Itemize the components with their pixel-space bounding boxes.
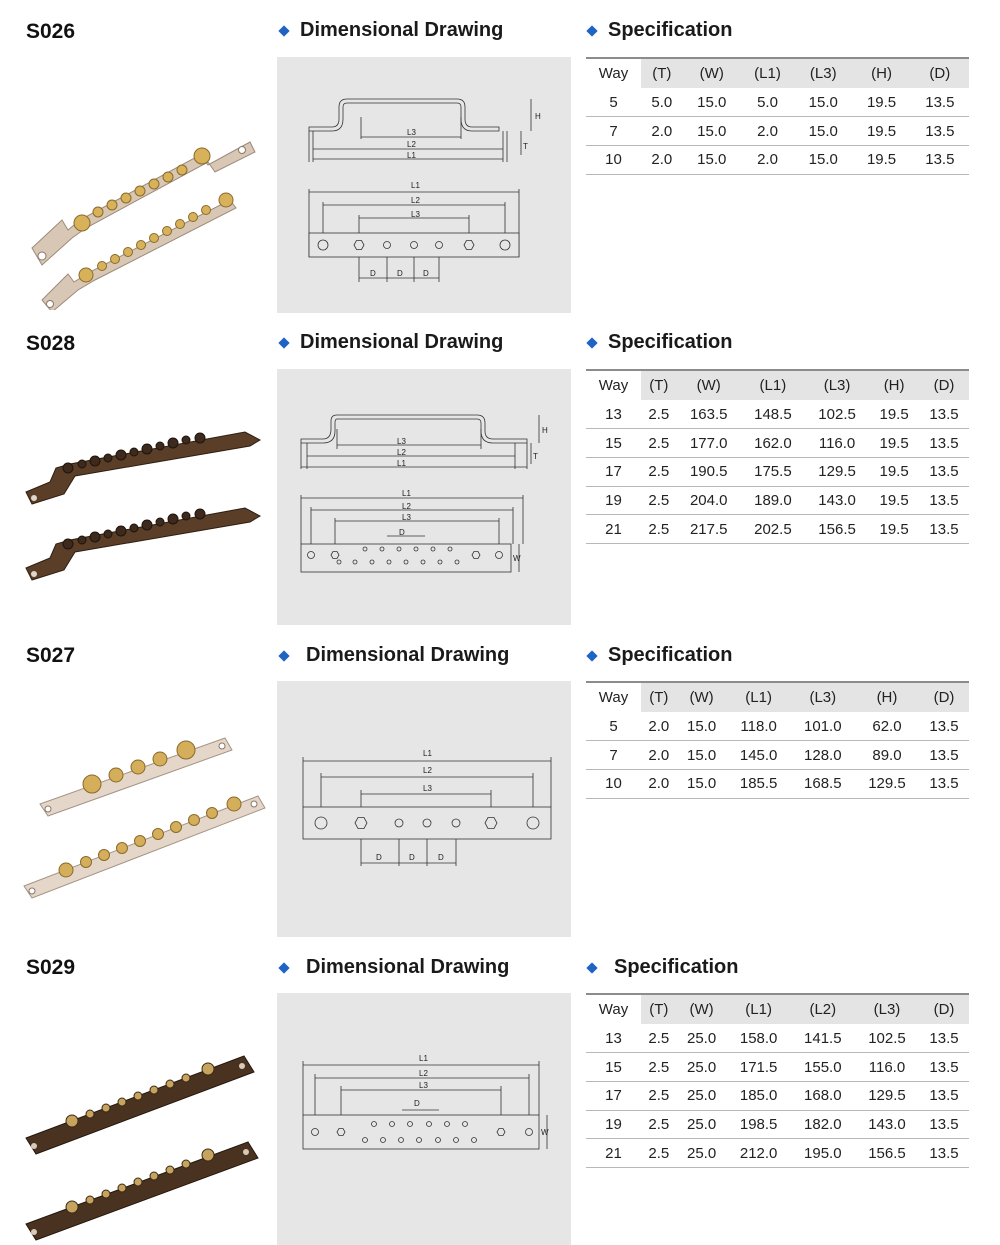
table-row bbox=[586, 1024, 969, 1053]
cell: 198.5 bbox=[727, 1110, 791, 1139]
cell: 118.0 bbox=[727, 712, 791, 741]
diamond-bullet-icon bbox=[278, 650, 289, 661]
cell: 15.0 bbox=[683, 117, 741, 146]
cell: 2.5 bbox=[641, 400, 677, 429]
cell: 143.0 bbox=[855, 1110, 919, 1139]
label-d: D bbox=[414, 1099, 420, 1108]
spec-table bbox=[586, 993, 969, 1168]
dimensional-drawing bbox=[277, 57, 571, 313]
cell: 25.0 bbox=[677, 1053, 727, 1082]
label-t: T bbox=[533, 452, 538, 461]
cell: 10 bbox=[586, 769, 641, 798]
cell: 25.0 bbox=[677, 1139, 727, 1168]
cell: 190.5 bbox=[677, 457, 741, 486]
label-l3: L3 bbox=[407, 128, 416, 137]
spec-heading: Specification bbox=[588, 956, 738, 979]
cell: 2.5 bbox=[641, 1024, 677, 1053]
cell: 21 bbox=[586, 515, 641, 544]
cell: 25.0 bbox=[677, 1024, 727, 1053]
label-l1: L1 bbox=[411, 181, 420, 190]
cell: 13.5 bbox=[911, 88, 969, 117]
table-row bbox=[586, 400, 969, 429]
cell: 15.0 bbox=[794, 88, 852, 117]
cell: 17 bbox=[586, 1081, 641, 1110]
cell: 162.0 bbox=[741, 429, 805, 458]
product-photo bbox=[20, 684, 270, 934]
cell: 15 bbox=[586, 429, 641, 458]
column-header: (D) bbox=[911, 58, 969, 88]
cell: 129.5 bbox=[805, 457, 869, 486]
column-header: (D) bbox=[919, 370, 969, 400]
label-l3: L3 bbox=[423, 784, 432, 793]
label-l3: L3 bbox=[397, 437, 406, 446]
cell: 13 bbox=[586, 400, 641, 429]
cell: 168.0 bbox=[791, 1081, 855, 1110]
cell: 155.0 bbox=[791, 1053, 855, 1082]
column-header: (L1) bbox=[727, 682, 791, 712]
cell: 10 bbox=[586, 145, 641, 174]
product-code: S026 bbox=[26, 20, 76, 43]
product-photo bbox=[20, 996, 270, 1245]
column-header: (H) bbox=[852, 58, 910, 88]
cell: 141.5 bbox=[791, 1024, 855, 1053]
cell: 7 bbox=[586, 117, 641, 146]
cell: 13.5 bbox=[911, 117, 969, 146]
cell: 171.5 bbox=[727, 1053, 791, 1082]
cell: 25.0 bbox=[677, 1110, 727, 1139]
cell: 145.0 bbox=[727, 741, 791, 770]
cell: 2.0 bbox=[641, 741, 677, 770]
table-row bbox=[586, 1110, 969, 1139]
column-header: Way bbox=[586, 994, 641, 1024]
product-code: S029 bbox=[26, 956, 76, 979]
cell: 13.5 bbox=[919, 429, 969, 458]
cell: 182.0 bbox=[791, 1110, 855, 1139]
label-l2: L2 bbox=[402, 502, 411, 511]
cell: 89.0 bbox=[855, 741, 919, 770]
label-l2: L2 bbox=[411, 196, 420, 205]
cell: 19 bbox=[586, 486, 641, 515]
table-row bbox=[586, 515, 969, 544]
cell: 13.5 bbox=[919, 457, 969, 486]
column-header: (L3) bbox=[855, 994, 919, 1024]
label-l1: L1 bbox=[423, 749, 432, 758]
cell: 128.0 bbox=[791, 741, 855, 770]
cell: 13.5 bbox=[919, 741, 969, 770]
label-l2: L2 bbox=[407, 140, 416, 149]
product-photo bbox=[20, 372, 270, 622]
cell: 15.0 bbox=[677, 712, 727, 741]
cell: 2.0 bbox=[641, 145, 683, 174]
cell: 13 bbox=[586, 1024, 641, 1053]
label-l1: L1 bbox=[397, 459, 406, 468]
table-row bbox=[586, 457, 969, 486]
table-row bbox=[586, 145, 969, 174]
cell: 19.5 bbox=[869, 400, 919, 429]
diamond-bullet-icon bbox=[586, 337, 597, 348]
column-header: (D) bbox=[919, 994, 969, 1024]
cell: 17 bbox=[586, 457, 641, 486]
cell: 217.5 bbox=[677, 515, 741, 544]
table-row bbox=[586, 117, 969, 146]
column-header: (W) bbox=[683, 58, 741, 88]
label-w: W bbox=[541, 1128, 549, 1137]
cell: 177.0 bbox=[677, 429, 741, 458]
product-code: S028 bbox=[26, 332, 76, 355]
spec-header-row bbox=[586, 370, 969, 400]
drawing-heading: Dimensional Drawing bbox=[280, 644, 509, 667]
column-header: (L3) bbox=[805, 370, 869, 400]
cell: 19.5 bbox=[869, 515, 919, 544]
label-h: H bbox=[542, 426, 548, 435]
cell: 19.5 bbox=[852, 117, 910, 146]
cell: 5.0 bbox=[741, 88, 794, 117]
spec-heading: Specification bbox=[588, 644, 732, 667]
cell: 202.5 bbox=[741, 515, 805, 544]
column-header: (L3) bbox=[791, 682, 855, 712]
cell: 19.5 bbox=[869, 457, 919, 486]
cell: 195.0 bbox=[791, 1139, 855, 1168]
column-header: (L1) bbox=[741, 370, 805, 400]
cell: 5 bbox=[586, 88, 641, 117]
cell: 13.5 bbox=[919, 486, 969, 515]
column-header: (W) bbox=[677, 370, 741, 400]
cell: 19.5 bbox=[869, 429, 919, 458]
cell: 116.0 bbox=[805, 429, 869, 458]
table-row bbox=[586, 1139, 969, 1168]
drawing-heading: Dimensional Drawing bbox=[280, 331, 503, 354]
column-header: (T) bbox=[641, 58, 683, 88]
spec-table bbox=[586, 369, 969, 544]
section-s026 bbox=[0, 0, 1000, 312]
label-l1: L1 bbox=[407, 151, 416, 160]
cell: 2.5 bbox=[641, 1053, 677, 1082]
cell: 15.0 bbox=[677, 741, 727, 770]
diamond-bullet-icon bbox=[586, 25, 597, 36]
cell: 13.5 bbox=[919, 1139, 969, 1168]
cell: 13.5 bbox=[919, 769, 969, 798]
column-header: (T) bbox=[641, 994, 677, 1024]
cell: 21 bbox=[586, 1139, 641, 1168]
label-d: D bbox=[397, 269, 403, 278]
section-s028 bbox=[0, 312, 1000, 624]
diamond-bullet-icon bbox=[586, 650, 597, 661]
cell: 102.5 bbox=[855, 1024, 919, 1053]
table-row bbox=[586, 1081, 969, 1110]
cell: 13.5 bbox=[919, 1081, 969, 1110]
cell: 158.0 bbox=[727, 1024, 791, 1053]
table-row bbox=[586, 429, 969, 458]
label-l3: L3 bbox=[419, 1081, 428, 1090]
cell: 102.5 bbox=[805, 400, 869, 429]
cell: 62.0 bbox=[855, 712, 919, 741]
cell: 13.5 bbox=[919, 400, 969, 429]
cell: 13.5 bbox=[919, 1053, 969, 1082]
cell: 13.5 bbox=[919, 1110, 969, 1139]
cell: 148.5 bbox=[741, 400, 805, 429]
table-row bbox=[586, 486, 969, 515]
cell: 2.0 bbox=[641, 769, 677, 798]
cell: 7 bbox=[586, 741, 641, 770]
cell: 185.5 bbox=[727, 769, 791, 798]
label-d: D bbox=[376, 853, 382, 862]
label-l2: L2 bbox=[419, 1069, 428, 1078]
diamond-bullet-icon bbox=[278, 25, 289, 36]
spec-table bbox=[586, 681, 969, 799]
cell: 15.0 bbox=[683, 145, 741, 174]
column-header: (L1) bbox=[741, 58, 794, 88]
cell: 15 bbox=[586, 1053, 641, 1082]
cell: 156.5 bbox=[855, 1139, 919, 1168]
column-header: (L3) bbox=[794, 58, 852, 88]
diamond-bullet-icon bbox=[278, 962, 289, 973]
section-s029 bbox=[0, 936, 1000, 1245]
label-l2: L2 bbox=[423, 766, 432, 775]
cell: 2.5 bbox=[641, 486, 677, 515]
cell: 163.5 bbox=[677, 400, 741, 429]
cell: 212.0 bbox=[727, 1139, 791, 1168]
cell: 2.5 bbox=[641, 1139, 677, 1168]
label-h: H bbox=[535, 112, 541, 121]
cell: 13.5 bbox=[919, 1024, 969, 1053]
column-header: Way bbox=[586, 370, 641, 400]
cell: 2.5 bbox=[641, 1110, 677, 1139]
label-l3: L3 bbox=[411, 210, 420, 219]
cell: 19.5 bbox=[869, 486, 919, 515]
cell: 2.0 bbox=[641, 712, 677, 741]
cell: 5 bbox=[586, 712, 641, 741]
cell: 19 bbox=[586, 1110, 641, 1139]
cell: 13.5 bbox=[919, 712, 969, 741]
spec-heading: Specification bbox=[588, 19, 732, 42]
cell: 2.5 bbox=[641, 429, 677, 458]
label-l1: L1 bbox=[419, 1054, 428, 1063]
label-d: D bbox=[409, 853, 415, 862]
cell: 129.5 bbox=[855, 769, 919, 798]
cell: 204.0 bbox=[677, 486, 741, 515]
cell: 5.0 bbox=[641, 88, 683, 117]
spec-table bbox=[586, 57, 969, 175]
spec-heading: Specification bbox=[588, 331, 732, 354]
cell: 129.5 bbox=[855, 1081, 919, 1110]
cell: 25.0 bbox=[677, 1081, 727, 1110]
column-header: (T) bbox=[641, 370, 677, 400]
drawing-heading: Dimensional Drawing bbox=[280, 19, 503, 42]
cell: 15.0 bbox=[794, 117, 852, 146]
cell: 116.0 bbox=[855, 1053, 919, 1082]
column-header: Way bbox=[586, 58, 641, 88]
label-l1: L1 bbox=[402, 489, 411, 498]
label-d: D bbox=[399, 528, 405, 537]
cell: 15.0 bbox=[683, 88, 741, 117]
label-l3: L3 bbox=[402, 513, 411, 522]
cell: 19.5 bbox=[852, 88, 910, 117]
column-header: (L1) bbox=[727, 994, 791, 1024]
cell: 2.5 bbox=[641, 1081, 677, 1110]
column-header: (W) bbox=[677, 994, 727, 1024]
cell: 2.5 bbox=[641, 515, 677, 544]
cell: 189.0 bbox=[741, 486, 805, 515]
cell: 2.0 bbox=[741, 117, 794, 146]
section-s027 bbox=[0, 624, 1000, 936]
column-header: Way bbox=[586, 682, 641, 712]
product-photo bbox=[20, 60, 270, 310]
table-row bbox=[586, 712, 969, 741]
product-code: S027 bbox=[26, 644, 76, 667]
label-d: D bbox=[370, 269, 376, 278]
cell: 15.0 bbox=[794, 145, 852, 174]
cell: 15.0 bbox=[677, 769, 727, 798]
column-header: (L2) bbox=[791, 994, 855, 1024]
dimensional-drawing bbox=[277, 681, 571, 937]
cell: 168.5 bbox=[791, 769, 855, 798]
cell: 13.5 bbox=[919, 515, 969, 544]
cell: 13.5 bbox=[911, 145, 969, 174]
cell: 156.5 bbox=[805, 515, 869, 544]
cell: 2.0 bbox=[741, 145, 794, 174]
spec-header-row bbox=[586, 58, 969, 88]
cell: 2.0 bbox=[641, 117, 683, 146]
dimensional-drawing bbox=[277, 993, 571, 1245]
column-header: (H) bbox=[869, 370, 919, 400]
column-header: (H) bbox=[855, 682, 919, 712]
column-header: (T) bbox=[641, 682, 677, 712]
column-header: (D) bbox=[919, 682, 969, 712]
drawing-heading: Dimensional Drawing bbox=[280, 956, 509, 979]
label-t: T bbox=[523, 142, 528, 151]
spec-header-row bbox=[586, 682, 969, 712]
cell: 101.0 bbox=[791, 712, 855, 741]
cell: 175.5 bbox=[741, 457, 805, 486]
cell: 19.5 bbox=[852, 145, 910, 174]
cell: 185.0 bbox=[727, 1081, 791, 1110]
cell: 2.5 bbox=[641, 457, 677, 486]
spec-header-row bbox=[586, 994, 969, 1024]
diamond-bullet-icon bbox=[586, 962, 597, 973]
diamond-bullet-icon bbox=[278, 337, 289, 348]
table-row bbox=[586, 769, 969, 798]
label-l2: L2 bbox=[397, 448, 406, 457]
dimensional-drawing bbox=[277, 369, 571, 625]
cell: 143.0 bbox=[805, 486, 869, 515]
table-row bbox=[586, 88, 969, 117]
table-row bbox=[586, 1053, 969, 1082]
column-header: (W) bbox=[677, 682, 727, 712]
table-row bbox=[586, 741, 969, 770]
label-w: W bbox=[513, 554, 521, 563]
label-d: D bbox=[438, 853, 444, 862]
label-d: D bbox=[423, 269, 429, 278]
